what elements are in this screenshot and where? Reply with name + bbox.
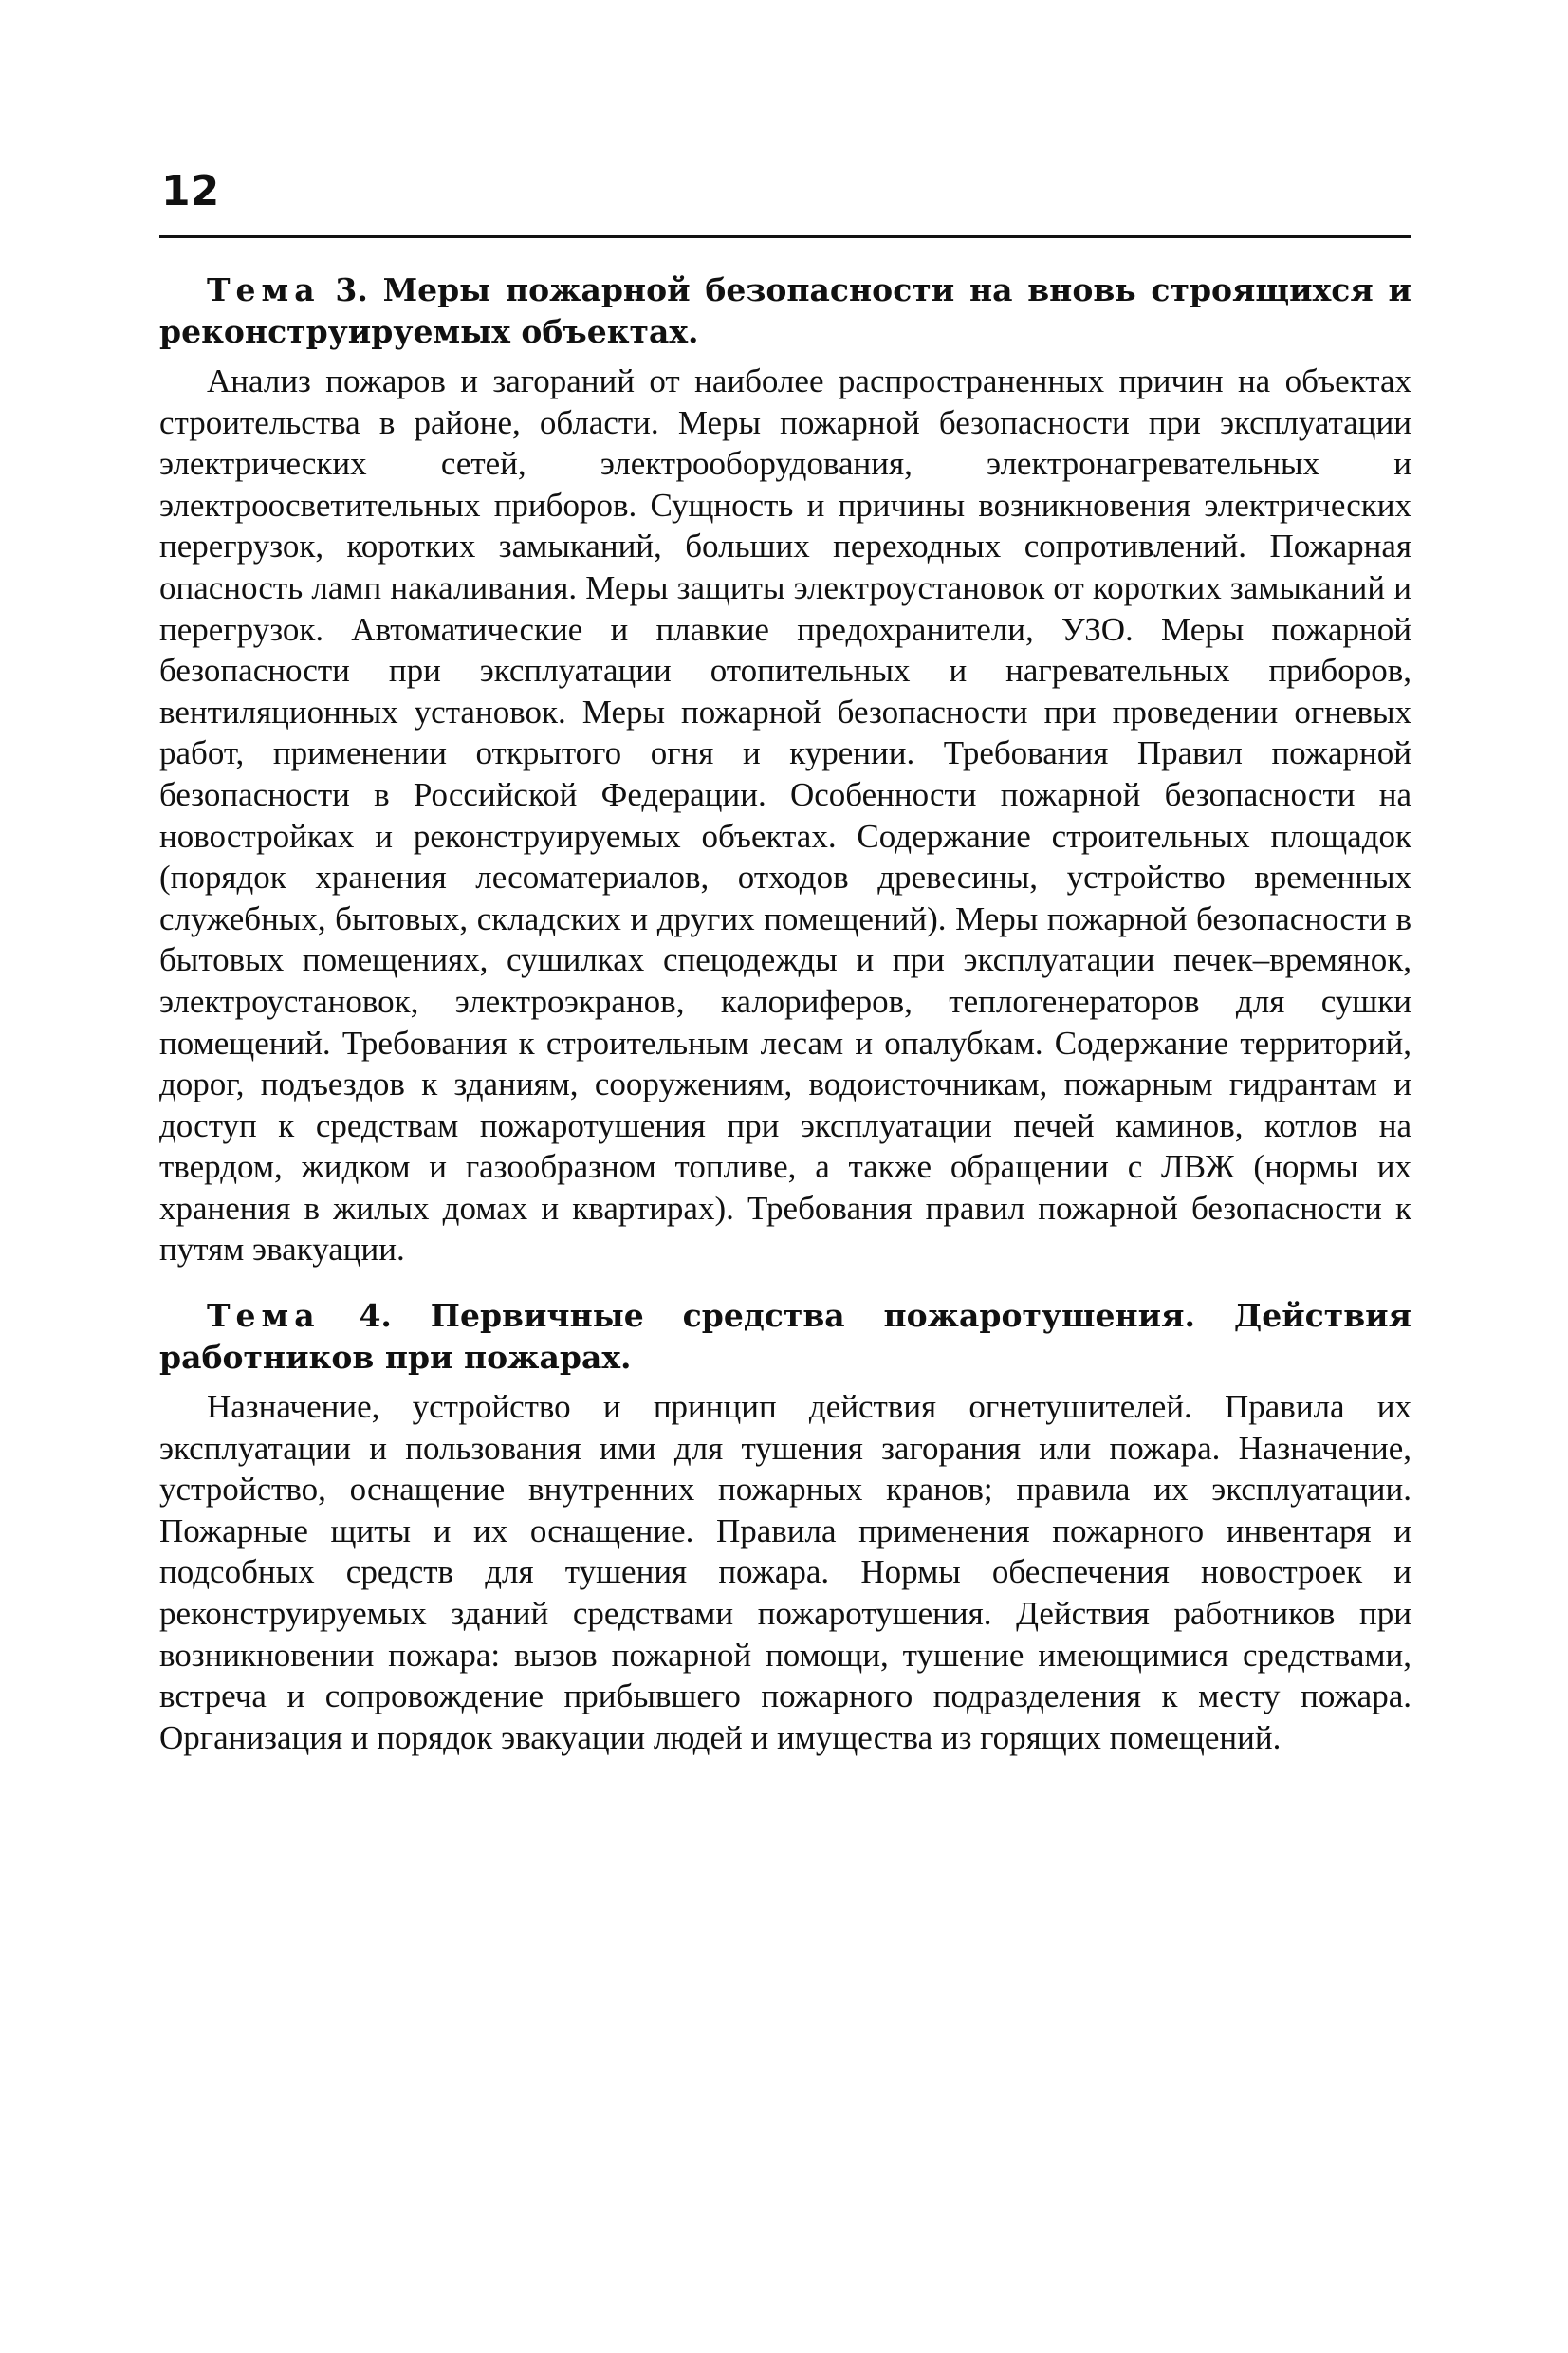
topic-3-section	[159, 269, 1411, 1270]
page-number: 12	[161, 167, 220, 215]
topic-3-body: Анализ пожаров и загораний от наиболее распространенных причин на объектах строительства в районе, области. Меры пожарной безопасности при эксплуатации электрических сетей, электрооборудования, электронагревательных и электроосветительных приборов. Сущность и причины возникновения электрических перегрузок, коротких замыканий, больших переходных сопротивлений. Пожарная опасность ламп накаливания. Меры защиты электроустановок от коротких замыканий и перегрузок. Автоматические и плавкие предохранители, УЗО. Меры пожарной безопасности при эксплуатации отопительных и нагревательных приборов, вентиляционных установок. Меры пожарной безопасности при проведении огневых работ, применении открытого огня и курении. Требования Правил пожарной безопасности в Российской Федерации. Особенности пожарной безопасности на новостройках и реконструируемых объектах. Содержание строительных площадок (порядок хранения лесоматериалов, отходов древесины, устройство временных служебных, бытовых, складских и других помещений). Меры пожарной безопасности в бытовых помещениях, сушилках спецодежды и при эксплуатации печек–времянок, электроустановок, электроэкранов, калориферов, теплогенераторов для сушки помещений. Требования к строительным лесам и опалубкам. Содержание территорий, дорог, подъездов к зданиям, сооружениям, водоисточникам, пожарным гидрантам и доступ к средствам пожаротушения при эксплуатации печей каминов, котлов на твердом, жидком и газообразном топливе, а также обращении с ЛВЖ (нормы их хранения в жилых домах и квартирах). Требования правил пожарной безопасности к путям эвакуации.	[159, 362, 1411, 1269]
topic-4-label: Тема	[207, 1297, 321, 1335]
topic-4-body: Назначение, устройство и принцип действия огнетушителей. Правила их эксплуатации и пользования ими для тушения загорания или пожара. Назначение, устройство, оснащение внутренних пожарных кранов; правила их эксплуатации. Пожарные щиты и их оснащение. Правила применения пожарного инвентаря и подсобных средств для тушения пожара. Нормы обеспечения новостроек и реконструируемых зданий средствами пожаротушения. Действия работников при возникновении пожара: вызов пожарной помощи, тушение имеющимися средствами, встреча и сопровождение прибывшего пожарного подразделения к месту пожара. Организация и порядок эвакуации людей и имущества из горящих помещений.	[159, 1388, 1411, 1756]
topic-3-number: 3.	[335, 271, 368, 308]
topic-3-label: Тема	[207, 271, 321, 308]
topic-3-heading	[159, 269, 1411, 353]
topic-4-section	[159, 1295, 1411, 1758]
topic-4-number: 4.	[359, 1297, 392, 1335]
topic-3-title: Меры пожарной безопасности на вновь строящихся и реконструируемых объектах.	[159, 271, 1411, 350]
header-rule	[159, 235, 1411, 238]
page-content	[159, 269, 1411, 1783]
topic-4-title: Первичные средства пожаротушения. Действия работников при пожарах.	[159, 1297, 1411, 1377]
topic-4-heading	[159, 1295, 1411, 1379]
